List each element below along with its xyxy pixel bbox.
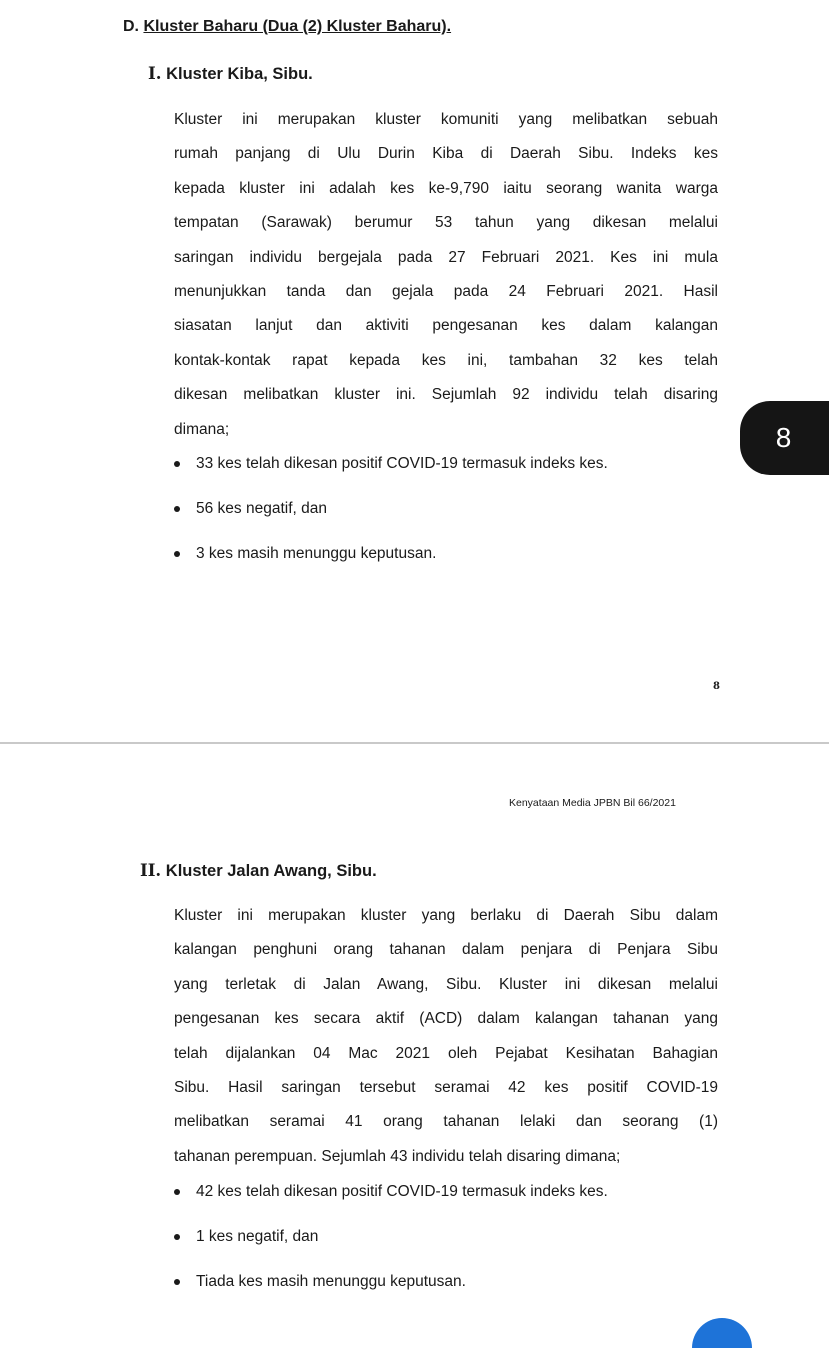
cluster2-line: Sibu. Hasil saringan tersebut seramai 42 kes positif COVID-19 bbox=[174, 1078, 718, 1096]
section-title: Kluster Baharu (Dua (2) Kluster Baharu). bbox=[143, 18, 452, 35]
bullet-dot-icon bbox=[174, 461, 180, 467]
cluster1-bullet-list bbox=[174, 453, 608, 588]
cluster1-heading bbox=[148, 64, 313, 84]
cluster1-line: Kluster ini merupakan kluster komuniti yang melibatkan sebuah bbox=[174, 111, 718, 128]
next-page-header: Kenyataan Media JPBN Bil 66/2021 bbox=[509, 797, 676, 809]
cluster2-line: Kluster ini merupakan kluster yang berlaku di Daerah Sibu dalam bbox=[174, 907, 718, 924]
cluster2-paragraph bbox=[174, 899, 718, 1174]
cluster1-number: I. bbox=[148, 64, 162, 83]
page-indicator-badge[interactable] bbox=[740, 401, 829, 475]
floating-action-button[interactable] bbox=[692, 1318, 752, 1348]
cluster2-title: Kluster Jalan Awang, Sibu. bbox=[165, 862, 377, 880]
cluster1-line: kepada kluster ini adalah kes ke-9,790 iaitu seorang wanita warga bbox=[174, 179, 718, 197]
section-prefix: D. bbox=[123, 18, 139, 35]
cluster1-line: kontak-kontak rapat kepada kes ini, tambahan 32 kes telah bbox=[174, 351, 718, 369]
page-divider bbox=[0, 742, 829, 744]
cluster2-number: II. bbox=[140, 861, 162, 880]
cluster2-line: kalangan penghuni orang tahanan dalam penjara di Penjara Sibu bbox=[174, 941, 718, 959]
cluster1-line: dikesan melibatkan kluster ini. Sejumlah 92 individu telah disaring bbox=[174, 386, 718, 404]
cluster2-line: melibatkan seramai 41 orang tahanan lelaki dan seorang (1) bbox=[174, 1113, 718, 1131]
cluster1-title: Kluster Kiba, Sibu. bbox=[166, 65, 313, 83]
bullet-dot-icon bbox=[174, 1189, 180, 1195]
page-indicator-number: 8 bbox=[775, 422, 792, 453]
cluster1-line: siasatan lanjut dan aktiviti pengesanan kes dalam kalangan bbox=[174, 317, 718, 335]
list-item: Tiada kes masih menunggu keputusan. bbox=[174, 1271, 608, 1316]
list-item: 3 kes masih menunggu keputusan. bbox=[174, 543, 608, 588]
list-item: 1 kes negatif, dan bbox=[174, 1226, 608, 1271]
cluster2-line: yang terletak di Jalan Awang, Sibu. Kluster ini dikesan melalui bbox=[174, 975, 718, 993]
page-footer-number: 8 bbox=[713, 681, 720, 692]
cluster2-line: tahanan perempuan. Sejumlah 43 individu telah disaring dimana; bbox=[174, 1147, 621, 1165]
list-item: 42 kes telah dikesan positif COVID-19 termasuk indeks kes. bbox=[174, 1181, 608, 1226]
section-heading bbox=[123, 18, 451, 36]
cluster1-line: menunjukkan tanda dan gejala pada 24 Februari 2021. Hasil bbox=[174, 282, 718, 300]
cluster2-line: telah dijalankan 04 Mac 2021 oleh Pejabat Kesihatan Bahagian bbox=[174, 1044, 718, 1062]
list-item: 56 kes negatif, dan bbox=[174, 498, 608, 543]
bullet-dot-icon bbox=[174, 1279, 180, 1285]
list-item: 33 kes telah dikesan positif COVID-19 termasuk indeks kes. bbox=[174, 453, 608, 498]
cluster2-bullet-list bbox=[174, 1181, 608, 1316]
cluster1-line: rumah panjang di Ulu Durin Kiba di Daerah Sibu. Indeks kes bbox=[174, 145, 718, 163]
cluster1-line: saringan individu bergejala pada 27 Februari 2021. Kes ini mula bbox=[174, 248, 718, 266]
cluster1-line: dimana; bbox=[174, 420, 230, 438]
bullet-dot-icon bbox=[174, 506, 180, 512]
cluster2-line: pengesanan kes secara aktif (ACD) dalam kalangan tahanan yang bbox=[174, 1010, 718, 1028]
bullet-dot-icon bbox=[174, 551, 180, 557]
cluster2-heading bbox=[140, 861, 377, 881]
cluster1-paragraph bbox=[174, 103, 718, 447]
bullet-dot-icon bbox=[174, 1234, 180, 1240]
cluster1-line: tempatan (Sarawak) berumur 53 tahun yang dikesan melalui bbox=[174, 214, 718, 232]
